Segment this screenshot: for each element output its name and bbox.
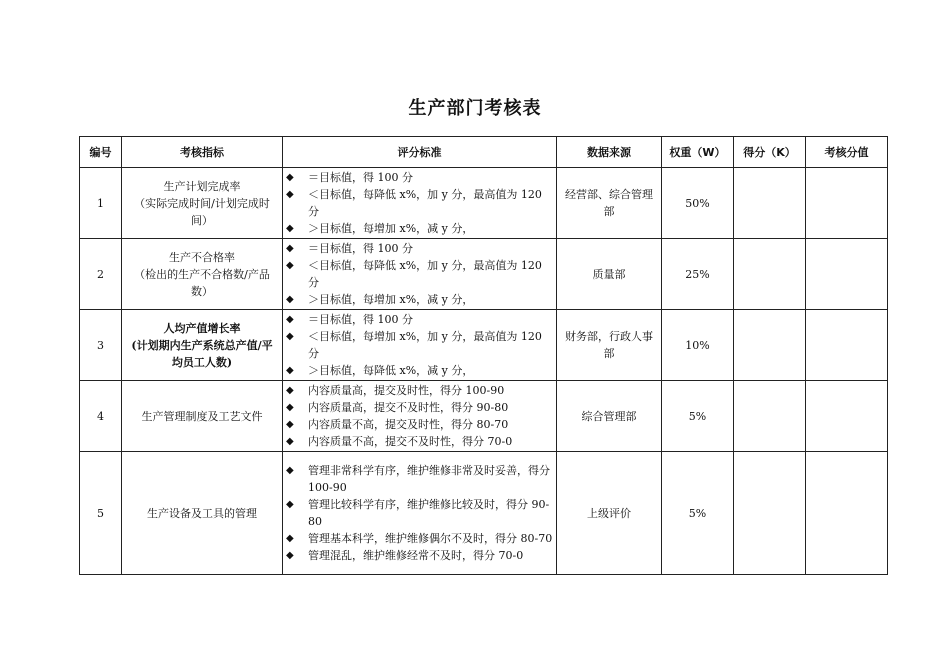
indicator-line: 人均产值增长率 (163, 321, 241, 335)
indicator-line: 生产不合格率 (169, 250, 235, 264)
criteria-item (286, 496, 553, 530)
indicator-cell (122, 239, 283, 310)
criteria-item (286, 220, 553, 237)
indicator-cell (122, 452, 283, 575)
source-cell: 上级评价 (557, 452, 662, 575)
criteria-text: 管理基本科学，维护维修偶尔不及时，得分 80-70 (308, 532, 553, 545)
criteria-text: 管理混乱，维护维修经常不及时，得分 70-0 (308, 549, 524, 562)
weight-cell: 25% (662, 239, 734, 310)
criteria-item (286, 547, 553, 564)
criteria-text: 管理比较科学有序，维护维修比较及时，得分 90-80 (308, 498, 550, 528)
indicator-line: (计划期内生产系统总产值/平 (131, 338, 273, 352)
value-cell (806, 381, 888, 452)
weight-cell: 50% (662, 168, 734, 239)
criteria-text: 内容质量高，提交及时性，得分 100-90 (308, 384, 505, 397)
table-row (80, 452, 888, 575)
header-value: 考核分值 (806, 137, 888, 168)
indicator-line: （检出的生产不合格数/产品 (134, 267, 270, 281)
criteria-item (286, 186, 553, 220)
indicator-line: 均员工人数) (171, 355, 233, 369)
criteria-item (286, 291, 553, 308)
diamond-bullet-icon: ◆ (286, 223, 294, 234)
criteria-text: ＝目标值，得 100 分 (308, 171, 413, 184)
page-title: 生产部门考核表 (408, 98, 542, 119)
table-row (80, 239, 888, 310)
criteria-cell (283, 452, 557, 575)
criteria-text: ＞目标值，每增加 x%，减 y 分， (308, 293, 474, 306)
value-cell (806, 239, 888, 310)
indicator-line: 间） (191, 213, 213, 227)
criteria-item (286, 382, 553, 399)
header-score: 得分（K） (734, 137, 806, 168)
criteria-text: ＜目标值，每增加 x%，加 y 分，最高值为 120 分 (308, 330, 542, 360)
score-cell (734, 310, 806, 381)
diamond-bullet-icon: ◆ (286, 365, 294, 376)
source-cell: 经营部、综合管理部 (557, 168, 662, 239)
diamond-bullet-icon: ◆ (286, 385, 294, 396)
diamond-bullet-icon: ◆ (286, 402, 294, 413)
diamond-bullet-icon: ◆ (286, 260, 294, 271)
diamond-bullet-icon: ◆ (286, 331, 294, 342)
criteria-cell (283, 381, 557, 452)
diamond-bullet-icon: ◆ (286, 419, 294, 430)
criteria-text: 内容质量高，提交不及时性，得分 90-80 (308, 401, 509, 414)
score-cell (734, 168, 806, 239)
row-number: 3 (80, 310, 122, 381)
weight-cell: 5% (662, 452, 734, 575)
indicator-line: 生产计划完成率 (163, 179, 241, 193)
header-row (80, 137, 888, 168)
criteria-item (286, 433, 553, 450)
diamond-bullet-icon: ◆ (286, 294, 294, 305)
criteria-item (286, 328, 553, 362)
diamond-bullet-icon: ◆ (286, 172, 294, 183)
indicator-cell (122, 310, 283, 381)
row-number: 1 (80, 168, 122, 239)
row-number: 2 (80, 239, 122, 310)
criteria-cell (283, 310, 557, 381)
table-row (80, 168, 888, 239)
criteria-item (286, 362, 553, 379)
criteria-item (286, 240, 553, 257)
criteria-text: 管理非常科学有序，维护维修非常及时妥善，得分 100-90 (308, 464, 550, 494)
criteria-text: ＞目标值，每增加 x%，减 y 分， (308, 222, 474, 235)
header-no: 编号 (80, 137, 122, 168)
indicator-line: 生产管理制度及工艺文件 (141, 409, 263, 423)
source-cell: 财务部，行政人事部 (557, 310, 662, 381)
criteria-text: 内容质量不高，提交及时性，得分 80-70 (308, 418, 509, 431)
criteria-text: ＝目标值，得 100 分 (308, 313, 413, 326)
score-cell (734, 239, 806, 310)
diamond-bullet-icon: ◆ (286, 189, 294, 200)
value-cell (806, 310, 888, 381)
diamond-bullet-icon: ◆ (286, 499, 294, 510)
weight-cell: 5% (662, 381, 734, 452)
diamond-bullet-icon: ◆ (286, 243, 294, 254)
diamond-bullet-icon: ◆ (286, 314, 294, 325)
criteria-item (286, 311, 553, 328)
indicator-line: 生产设备及工具的管理 (147, 506, 257, 520)
score-cell (734, 452, 806, 575)
criteria-text: ＜目标值，每降低 x%，加 y 分，最高值为 120 分 (308, 259, 542, 289)
header-criteria: 评分标准 (283, 137, 557, 168)
row-number: 5 (80, 452, 122, 575)
source-cell: 综合管理部 (557, 381, 662, 452)
criteria-item (286, 257, 553, 291)
indicator-line: 数） (191, 284, 213, 298)
criteria-item (286, 399, 553, 416)
criteria-item (286, 462, 553, 496)
value-cell (806, 452, 888, 575)
criteria-text: ＜目标值，每降低 x%，加 y 分，最高值为 120 分 (308, 188, 542, 218)
criteria-text: 内容质量不高，提交不及时性，得分 70-0 (308, 435, 513, 448)
header-source: 数据来源 (557, 137, 662, 168)
diamond-bullet-icon: ◆ (286, 533, 294, 544)
header-indicator: 考核指标 (122, 137, 283, 168)
weight-cell: 10% (662, 310, 734, 381)
criteria-cell (283, 239, 557, 310)
table-row (80, 381, 888, 452)
score-cell (734, 381, 806, 452)
criteria-text: ＝目标值，得 100 分 (308, 242, 413, 255)
source-cell: 质量部 (557, 239, 662, 310)
header-weight: 权重（W） (662, 137, 734, 168)
diamond-bullet-icon: ◆ (286, 550, 294, 561)
indicator-cell (122, 168, 283, 239)
criteria-item (286, 416, 553, 433)
value-cell (806, 168, 888, 239)
criteria-text: ＞目标值，每降低 x%，减 y 分， (308, 364, 474, 377)
criteria-cell (283, 168, 557, 239)
row-number: 4 (80, 381, 122, 452)
criteria-item (286, 169, 553, 186)
table-row (80, 310, 888, 381)
criteria-item (286, 530, 553, 547)
diamond-bullet-icon: ◆ (286, 465, 294, 476)
diamond-bullet-icon: ◆ (286, 436, 294, 447)
assessment-table (79, 136, 888, 575)
indicator-cell (122, 381, 283, 452)
indicator-line: （实际完成时间/计划完成时 (134, 196, 270, 210)
